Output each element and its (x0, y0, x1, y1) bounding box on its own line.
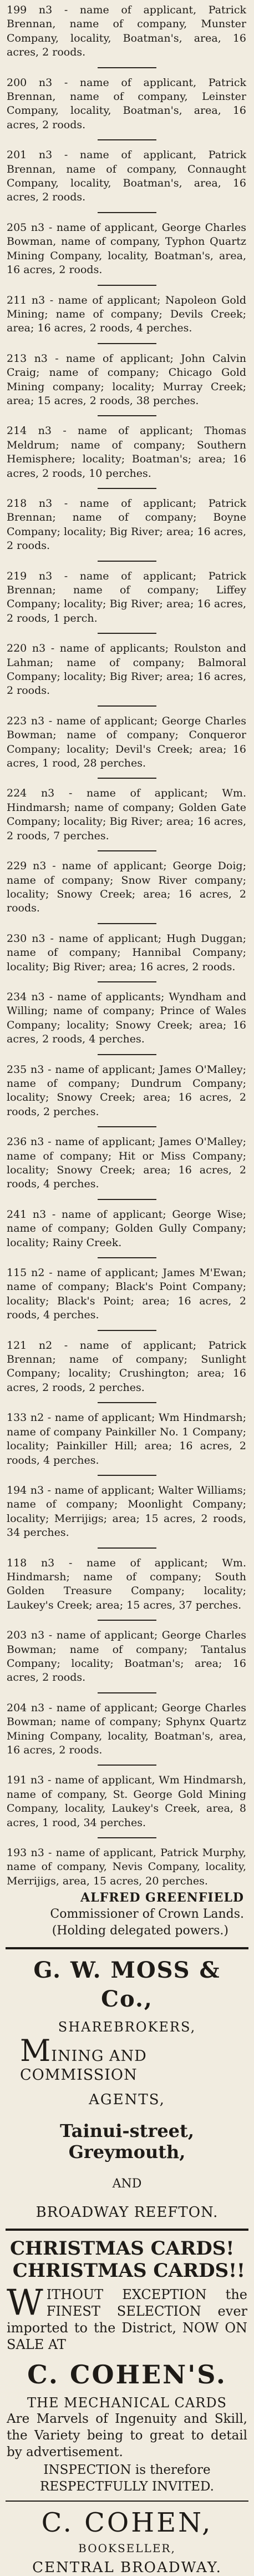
application-entry: 203 n3 - name of applicant; George Charles Bowman; name of company; Tantalus Company; locality; Boatman's; area; 16 acres, 2 roods. (7, 1629, 246, 1684)
entry-divider (98, 850, 156, 851)
application-entry: 205 n3 - name of applicant, George Charles Bowman, name of company, Typhon Quartz Mining Company, locality, Boatman's, area, 16 acres, 2 roods. (7, 221, 246, 276)
entry-divider (98, 1620, 156, 1621)
application-entry: 236 n3 - name of applicant; James O'Malley; name of company; Hit or Miss Company; locality; Snowy Creek; area; 16 acres, 2 roods, 4 perches. (7, 1136, 246, 1191)
application-entry: 241 n3 - name of applicant; George Wise; name of company; Golden Gully Company; locality; Rainy Creek. (7, 1208, 246, 1249)
selection-body: ITHOUT EXCEPTION the FINEST SELECTION ever imported to the District, NOW ON SALE AT (7, 2287, 247, 2353)
signatory-note: (Holding delegated powers.) (52, 1924, 228, 1938)
entry-divider (98, 67, 156, 68)
application-entry: 219 n3 - name of applicant; Patrick Brennan; name of company; Liffey Company; locality; Big River; area; 16 acres, 2 roods, 1 perch. (7, 569, 246, 624)
broadway-address: BROADWAY REEFTON. (35, 2204, 219, 2221)
store-name: C. COHEN'S. (27, 2360, 227, 2390)
application-entry: 133 n2 - name of applicant; Wm Hindmarsh; name of company Painkiller No. 1 Company; locality; Painkiller Hill; area; 16 acres, 2 roods, 4 perches. (7, 1411, 246, 1466)
entry-divider (98, 561, 156, 562)
application-entry: 214 n3 - name of applicant; Thomas Meldrum; name of company; Southern Hemisphere; locality; Boatman's; area; 16 acres, 2 roods, 10 perches. (7, 425, 246, 480)
sharebrokers-label: SHAREBROKERS, (58, 2019, 196, 2035)
entry-divider (98, 1547, 156, 1549)
ad-divider (6, 2501, 248, 2502)
application-entry: 229 n3 - name of applicant; George Doig; name of company; Snow River company; locality; Snowy Creek; area; 16 acres, 2 roods. (7, 860, 246, 915)
application-entry: 220 n3 - name of applicants; Roulston and Lahman; name of company; Balmoral Company; locality; Big River; area; 16 acres, 2 roods. (7, 642, 246, 697)
entry-divider (98, 923, 156, 924)
entry-divider (98, 139, 156, 140)
application-entry: 211 n3 - name of applicant; Napoleon Gold Mining; name of company; Devils Creek; area; 16 acres, 2 roods, 4 perches. (7, 294, 246, 335)
signature-block (6, 1888, 248, 1939)
drop-cap: W (7, 2282, 43, 2324)
mining-commission-line (6, 2033, 248, 2085)
christmas-cards-headline-2: CHRISTMAS CARDS!! (12, 2260, 245, 2282)
mining-commission-text: INING AND COMMISSION (20, 2048, 147, 2084)
entry-divider (98, 1126, 156, 1127)
entry-divider (98, 285, 156, 286)
entry-divider (98, 633, 156, 634)
application-entry: 234 n3 - name of applicants; Wyndham and Willing; name of company; Prince of Wales Company; locality; Snowy Creek; area; 16 acres, 2 roods, 4 perches. (7, 990, 246, 1046)
application-entry: 200 n3 - name of applicant, Patrick Brennan, name of company, Leinster Company, locality, Boatman's, area, 16 acres, 2 roods. (7, 76, 246, 131)
entry-divider (98, 981, 156, 982)
application-entry: 213 n3 - name of applicant; John Calvin Craig; name of company; Chicago Gold Mining company; locality; Murray Creek; area; 15 acres, 2 roods, 38 perches. (7, 352, 246, 407)
entry-divider (98, 415, 156, 416)
application-entry: 235 n3 - name of applicant; James O'Malley; name of company; Dundrum Company; locality; Snowy Creek; area; 16 acres, 2 roods, 2 perches. (7, 1063, 246, 1118)
application-entry: 191 n3 - name of applicant, Wm Hindmarsh, name of company, St. George Gold Mining Company, locality, Laukey's Creek, area, 8 acres, 1 rood, 34 perches. (7, 1774, 246, 1829)
application-entry: 121 n2 - name of applicant; Patrick Brennan; name of company; Sunlight Company; locality; Crushington; area; 16 acres, 2 roods, 2 perches. (7, 1339, 246, 1394)
mechanical-cards-title: THE MECHANICAL CARDS (27, 2395, 227, 2411)
agents-label: AGENTS, (89, 2091, 165, 2109)
firm-name: G. W. MOSS & Co., (33, 1957, 221, 2013)
application-entry: 199 n3 - name of applicant, Patrick Brennan, name of company, Munster Company, locality, Boatman's, area, 16 acres, 2 roods. (7, 4, 246, 59)
entry-divider (98, 1199, 156, 1200)
application-entry: 115 n2 - name of applicant; James M'Ewan; name of company; Black's Point Company; locality; Black's Point; area; 16 acres, 2 roods, 4 perches. (7, 1267, 246, 1322)
selection-text (6, 2282, 248, 2353)
application-entry: 218 n3 - name of applicant; Patrick Brennan; name of company; Boyne Company; locality; Big River; area; 16 acres, 2 roods. (7, 497, 246, 552)
entry-divider (98, 1765, 156, 1766)
entry-divider (98, 1837, 156, 1838)
application-entry: 193 n3 - name of applicant, Patrick Murphy, name of company, Nevis Company, locality, Merrijigs, area, 15 acres, 20 perches. (7, 1847, 246, 1887)
drop-cap: M (20, 2033, 52, 2069)
christmas-cards-headline: CHRISTMAS CARDS! (10, 2237, 235, 2260)
mining-applications-notice (6, 3, 248, 1939)
cohen-advertisement (6, 2237, 248, 2576)
bookseller-label: BOOKSELLER, (78, 2542, 176, 2555)
proprietor-name: C. COHEN, (41, 2507, 213, 2539)
central-broadway: CENTRAL BROADWAY. (32, 2559, 222, 2576)
entry-divider (98, 343, 156, 344)
entry-divider (98, 1330, 156, 1331)
entry-divider (98, 778, 156, 779)
entry-divider (98, 212, 156, 213)
and-label: AND (112, 2177, 142, 2191)
application-entry: 223 n3 - name of applicant; George Charles Bowman; name of company; Conqueror Company; locality; Devil's Creek; area; 16 acres, 1 rood, 28 perches. (7, 714, 246, 770)
entry-divider (98, 705, 156, 707)
entry-divider (98, 488, 156, 489)
street-address: Tainui-street, Greymouth, (60, 2120, 194, 2163)
signatory-title: Commissioner of Crown Lands. (50, 1907, 244, 1922)
signatory-name: ALFRED GREENFIELD (80, 1891, 244, 1905)
inspection-invite: INSPECTION is therefore RESPECTFULLY INVITED. (40, 2463, 214, 2494)
application-entry: 118 n3 - name of applicant; Wm. Hindmarsh; name of company; South Golden Treasure Company; locality; Laukey's Creek; area; 15 acres, 37 perches. (7, 1556, 246, 1611)
entry-divider (98, 1402, 156, 1403)
entry-divider (98, 1475, 156, 1476)
application-entry: 204 n3 - name of applicant; George Charles Bowman; name of company; Sphynx Quartz Mining Company, locality, Boatman's, area, 16 acres, 2 roods. (7, 1701, 246, 1756)
application-entry: 224 n3 - name of applicant; Wm. Hindmarsh; name of company; Golden Gate Company; locality; Big River; area; 16 acres, 2 roods, 7 perches. (7, 787, 246, 842)
entry-divider (98, 1257, 156, 1258)
moss-advertisement (6, 1956, 248, 2221)
application-entry: 201 n3 - name of applicant, Patrick Brennan, name of company, Connaught Company, locality, Boatman's, area, 16 acres, 2 roods. (7, 149, 246, 204)
section-divider (6, 1947, 248, 1949)
entry-divider (98, 1692, 156, 1693)
application-entry: 194 n3 - name of applicant; Walter Williams; name of company; Moonlight Company; locality; Merrijigs; area; 15 acres, 2 roods, 34 perches. (7, 1484, 246, 1539)
mechanical-cards-text: Are Marvels of Ingenuity and Skill, the Variety being to great to detail by advertisement. (7, 2412, 247, 2460)
section-divider (6, 2229, 248, 2231)
entry-divider (98, 1054, 156, 1055)
application-entry: 230 n3 - name of applicant; Hugh Duggan; name of company; Hannibal Company; locality; Big River; area; 16 acres, 2 roods. (7, 932, 246, 973)
